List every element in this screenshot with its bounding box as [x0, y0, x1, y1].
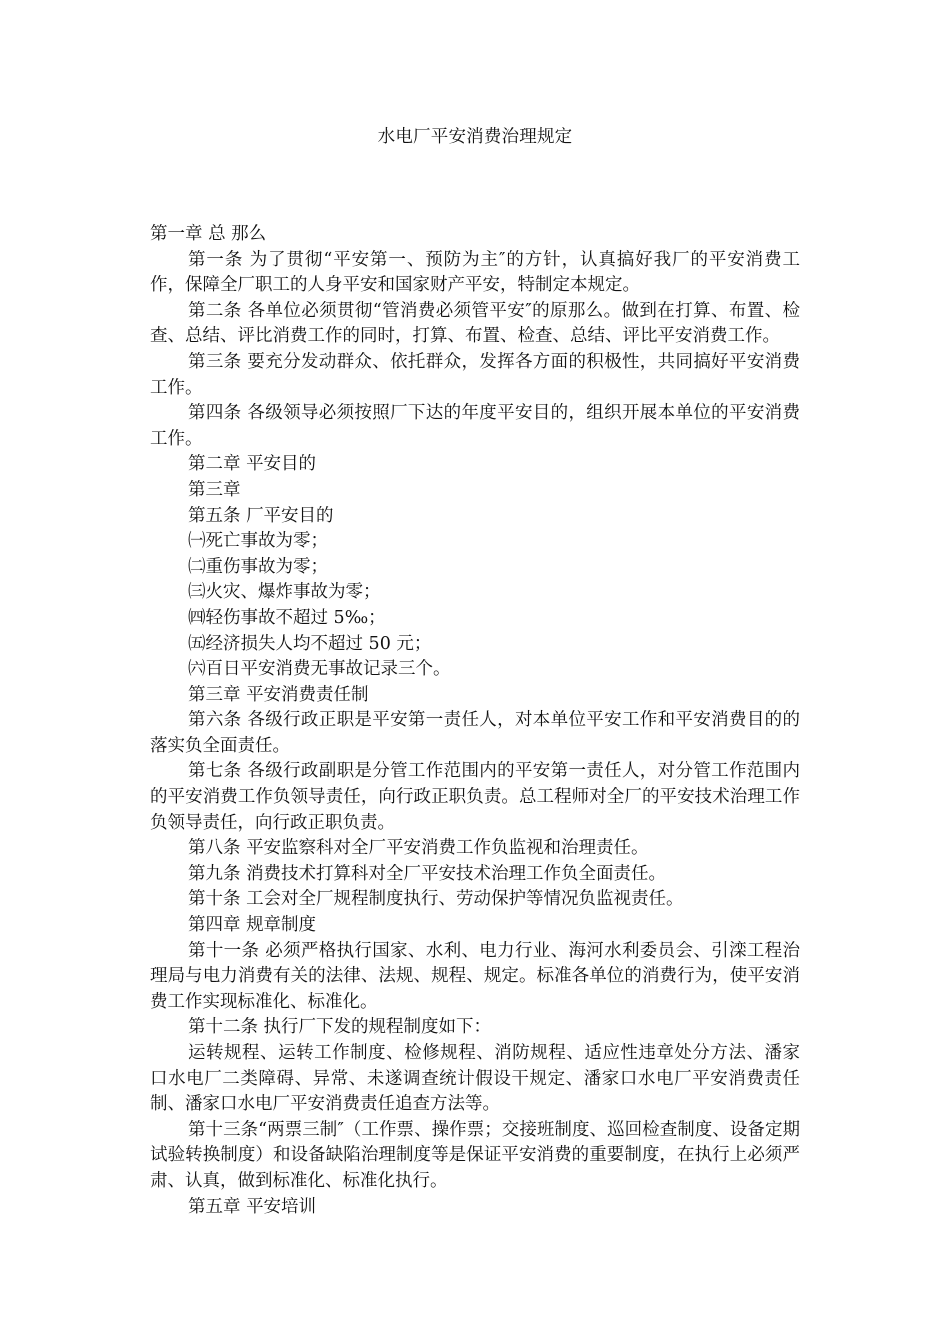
paragraph: 第十二条 执行厂下发的规程制度如下：	[188, 1017, 492, 1038]
document-title: 水电厂平安消费治理规定	[377, 127, 573, 147]
paragraph: 第五章 平安培训	[188, 1196, 317, 1217]
paragraph: ㈢火灾、爆炸事故为零；	[188, 582, 381, 603]
paragraph: 第二章 平安目的	[188, 454, 317, 475]
paragraph: 第十一条 必须严格执行国家、水利、电力行业、海河水利委员会、引滦工程治理局与电力消费有关的法律、法规、规程、规定。标准各单位的消费行为，使平安消费工作实现标准化、标准化。	[150, 940, 800, 1012]
paragraph: 第三条 要充分发动群众、依托群众，发挥各方面的积极性，共同搞好平安消费工作。	[150, 351, 800, 398]
paragraph: 第三章 平安消费责任制	[188, 684, 369, 705]
paragraph: 第十三条“两票三制″（工作票、操作票；交接班制度、巡回检查制度、设备定期试验转换制度）和设备缺陷治理制度等是保证平安消费的重要制度，在执行上必须严肃、认真，做到标准化、标准化执行。	[150, 1119, 800, 1191]
paragraph: ㈠死亡事故为零；	[188, 531, 328, 552]
paragraph: 第二条 各单位必须贯彻“管消费必须管平安″的原那么。做到在打算、布置、检查、总结、评比消费工作的同时，打算、布置、检查、总结、评比平安消费工作。	[150, 300, 800, 347]
paragraph: 第一章 总 那么	[150, 224, 267, 244]
paragraph: 第十条 工会对全厂规程制度执行、劳动保护等情况负监视责任。	[188, 889, 684, 910]
paragraph: 第六条 各级行政正职是平安第一责任人，对本单位平安工作和平安消费目的的落实负全面责任。	[150, 710, 800, 756]
document-body	[150, 222, 800, 1220]
paragraph: 第一条 为了贯彻“平安第一、预防为主″的方针，认真搞好我厂的平安消费工作，保障全厂职工的人身平安和国家财产平安，特制定本规定。	[150, 249, 800, 296]
paragraph: ㈥百日平安消费无事故记录三个。	[188, 659, 451, 680]
paragraph: 运转规程、运转工作制度、检修规程、消防规程、适应性违章处分方法、潘家口水电厂二类障碍、异常、未遂调查统计假设干规定、潘家口水电厂平安消费责任制、潘家口水电厂平安消费责任追查方法等。	[150, 1043, 800, 1115]
paragraph: 第五条 厂平安目的	[188, 505, 334, 526]
paragraph: 第八条 平安监察科对全厂平安消费工作负监视和治理责任。	[188, 838, 649, 859]
paragraph: 第四章 规章制度	[188, 915, 317, 936]
paragraph: ㈤经济损失人均不超过 50 元；	[188, 633, 432, 654]
paragraph: 第三章	[188, 479, 241, 500]
paragraph: ㈡重伤事故为零；	[188, 556, 328, 577]
paragraph: 第九条 消费技术打算科对全厂平安技术治理工作负全面责任。	[188, 863, 667, 884]
paragraph: 第七条 各级行政副职是分管工作范围内的平安第一责任人，对分管工作范围内的平安消费工作负领导责任，向行政正职负责。总工程师对全厂的平安技术治理工作负领导责任，向行政正职负责。	[150, 761, 800, 833]
paragraph: 第四条 各级领导必须按照厂下达的年度平安目的，组织开展本单位的平安消费工作。	[150, 403, 800, 449]
paragraph: ㈣轻伤事故不超过 5‰；	[188, 607, 386, 628]
